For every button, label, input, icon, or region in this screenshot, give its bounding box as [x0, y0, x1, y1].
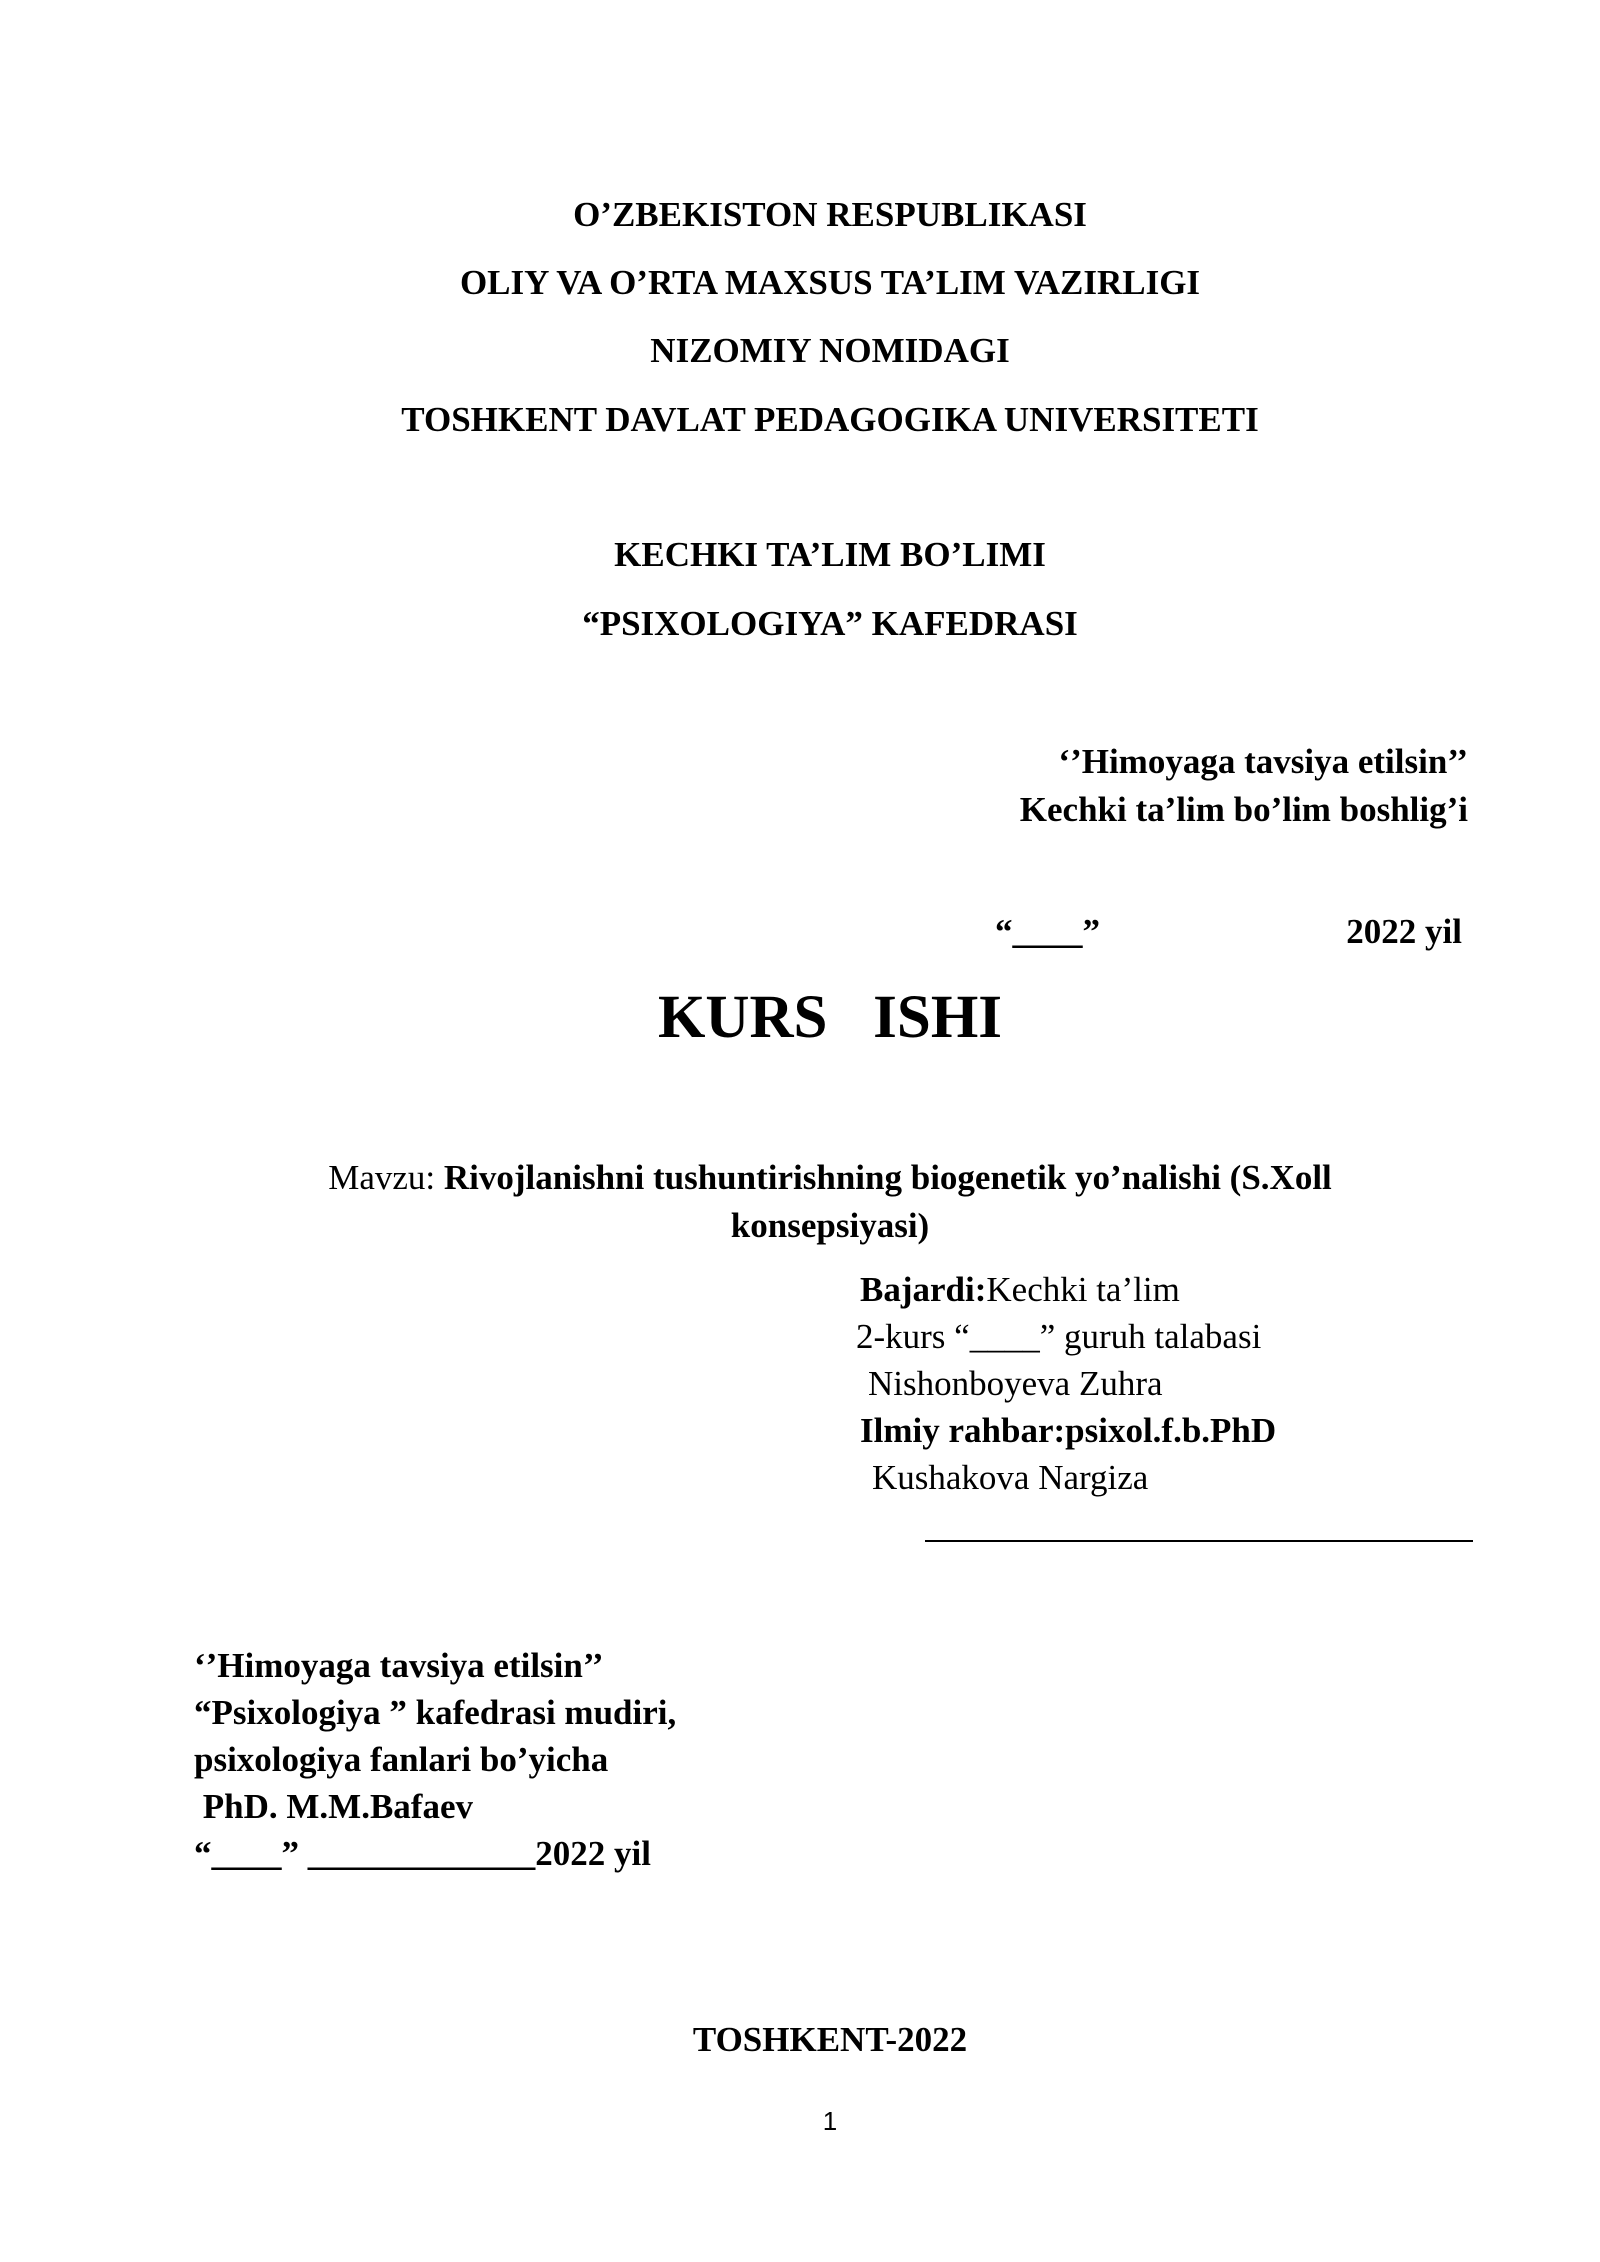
topic-text-1: Rivojlanishni tushuntirishning biogenetik yo’nalishi (S.Xoll	[443, 1158, 1332, 1197]
supervisor-name: Kushakova Nargiza	[872, 1458, 1149, 1497]
approval-top-recommend: ‘’Himoyaga tavsiya etilsin’’	[1058, 742, 1468, 781]
author-label: Bajardi:	[860, 1270, 987, 1309]
approval-bottom-field: psixologiya fanlari bo’yicha	[194, 1740, 609, 1779]
department-division-line: KECHKI TA’LIM BO’LIMI	[614, 535, 1046, 574]
approval-bottom-name: PhD. M.M.Bafaev	[194, 1787, 473, 1826]
approval-top-date-quote: “____”	[995, 912, 1100, 951]
approval-bottom-date: “____” _____________2022 yil	[194, 1834, 651, 1873]
approval-top-date-year: 2022 yil	[1346, 912, 1462, 951]
university-name-line: TOSHKENT DAVLAT PEDAGOGIKA UNIVERSITETI	[401, 400, 1259, 439]
approval-top-head: Kechki ta’lim bo’lim boshlig’i	[1019, 790, 1468, 829]
university-named-after-line: NIZOMIY NOMIDAGI	[650, 331, 1010, 370]
topic-text-2: konsepsiyasi)	[730, 1206, 930, 1245]
signature-underline	[925, 1540, 1473, 1542]
author-course-line: 2-kurs “____” guruh talabasi	[856, 1317, 1262, 1356]
document-title: KURS ISHI	[657, 984, 1003, 1051]
author-name: Nishonboyeva Zuhra	[868, 1364, 1163, 1403]
supervisor-label: Ilmiy rahbar:psixol.f.b.PhD	[860, 1411, 1277, 1450]
ministry-name-line: OLIY VA O’RTA MAXSUS TA’LIM VAZIRLIGI	[459, 263, 1201, 302]
department-chair-line: “PSIXOLOGIYA” KAFEDRASI	[582, 604, 1078, 643]
approval-bottom-chair: “Psixologiya ” kafedrasi mudiri,	[194, 1693, 677, 1732]
topic-label: Mavzu:	[328, 1158, 444, 1197]
city-year: TOSHKENT-2022	[692, 2020, 968, 2059]
author-value: Kechki ta’lim	[986, 1270, 1180, 1309]
page-number: 1	[822, 2106, 838, 2136]
approval-bottom-recommend: ‘’Himoyaga tavsiya etilsin’’	[194, 1646, 604, 1685]
author-line	[860, 1270, 1180, 1310]
ministry-country-line: O’ZBEKISTON RESPUBLIKASI	[573, 195, 1087, 234]
topic-line-1	[0, 1158, 1600, 1198]
